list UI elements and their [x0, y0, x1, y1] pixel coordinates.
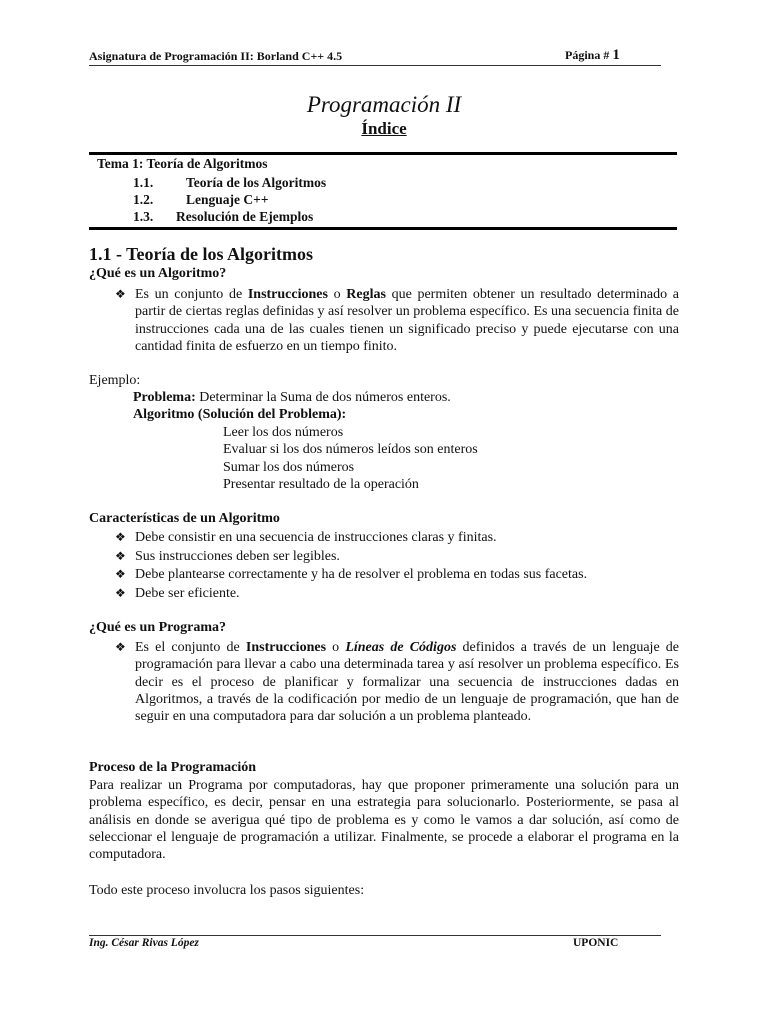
- page-title: Programación II: [306, 92, 462, 117]
- diamond-bullet-icon: ❖: [115, 640, 126, 654]
- toc-item: 1.3. Resolución de Ejemplos: [133, 209, 314, 224]
- diamond-bullet-icon: ❖: [115, 287, 126, 301]
- closing-line: Todo este proceso involucra los pasos siguientes:: [89, 883, 365, 898]
- diamond-bullet-icon: ❖: [115, 549, 126, 563]
- page-label: Página #: [565, 48, 610, 62]
- toc-item: 1.1. Teoría de los Algoritmos: [133, 175, 327, 190]
- section-heading: 1.1 - Teoría de los Algoritmos: [89, 244, 313, 264]
- toc-bottom-rule: [89, 227, 677, 230]
- step-item: Presentar resultado de la operación: [223, 477, 419, 492]
- question-algorithm: ¿Qué es un Algoritmo?: [89, 266, 227, 281]
- definition-program: ❖ Es el conjunto de Instrucciones o Líneas de Códigos definidos a través de un lenguaje de programación para llevar a cabo una determinada tarea y así resolver un problema específico. Es decir es el proceso de planificar y formalizar una secuencia de instrucciones dadas en Algoritmos, a través de la codificación por medio de un lenguaje de programación, que han de seguir en una computadora para dar solución a un problema planteado.: [115, 640, 680, 725]
- example-label: Ejemplo:: [89, 373, 141, 388]
- page-subtitle: Índice: [361, 119, 407, 138]
- footer-org: UPONIC: [573, 937, 619, 949]
- list-item: ❖ Sus instrucciones deben ser legibles.: [115, 549, 340, 564]
- header-rule: [89, 65, 661, 66]
- diamond-bullet-icon: ❖: [115, 586, 126, 600]
- step-item: Leer los dos números: [223, 425, 344, 440]
- list-item: ❖ Debe consistir en una secuencia de instrucciones claras y finitas.: [115, 530, 497, 545]
- diamond-bullet-icon: ❖: [115, 530, 126, 544]
- page-number: 1: [612, 47, 620, 63]
- footer-author: Ing. César Rivas López: [89, 937, 199, 949]
- process-paragraph: Para realizar un Programa por computadoras, hay que proponer primeramente una solución para un problema específico, es decir, pensar en una estrategia para solucionarlo. Posteriormente, se pasa al análisis en donde se averigua qué tipo de problema es y como le vamos a dar solución, así como de seleccionar el lenguaje de programación a utilizar. Finalmente, se procede a elaborar el programa en la computadora.: [89, 778, 679, 863]
- footer-rule: [89, 935, 661, 936]
- header-course: Asignatura de Programación II: Borland C++ 4.5: [89, 49, 343, 63]
- toc-item: 1.2. Lenguaje C++: [133, 192, 269, 207]
- toc-topic: Tema 1: Teoría de Algoritmos: [97, 156, 268, 171]
- algorithm-label: Algoritmo (Solución del Problema):: [133, 407, 347, 422]
- process-heading: Proceso de la Programación: [89, 760, 257, 775]
- header-page: [565, 47, 620, 64]
- list-item: ❖ Debe ser eficiente.: [115, 586, 240, 601]
- characteristics-heading: Características de un Algoritmo: [89, 511, 280, 526]
- problem-line: Problema: Determinar la Suma de dos números enteros.: [133, 390, 451, 405]
- list-item: ❖ Debe plantearse correctamente y ha de resolver el problema en todas sus facetas.: [115, 567, 588, 582]
- step-item: Evaluar si los dos números leídos son enteros: [223, 442, 478, 457]
- step-item: Sumar los dos números: [223, 460, 355, 475]
- diamond-bullet-icon: ❖: [115, 567, 126, 581]
- definition-algorithm: ❖ Es un conjunto de Instrucciones o Reglas que permiten obtener un resultado determinado a partir de ciertas reglas definidas y así resolver un problema específico. Es una secuencia finita de instrucciones cada una de las cuales tienen un significado preciso y puede ejecutarse con una cantidad finita de esfuerzo en un tiempo finito.: [115, 287, 679, 354]
- question-program: ¿Qué es un Programa?: [89, 620, 227, 635]
